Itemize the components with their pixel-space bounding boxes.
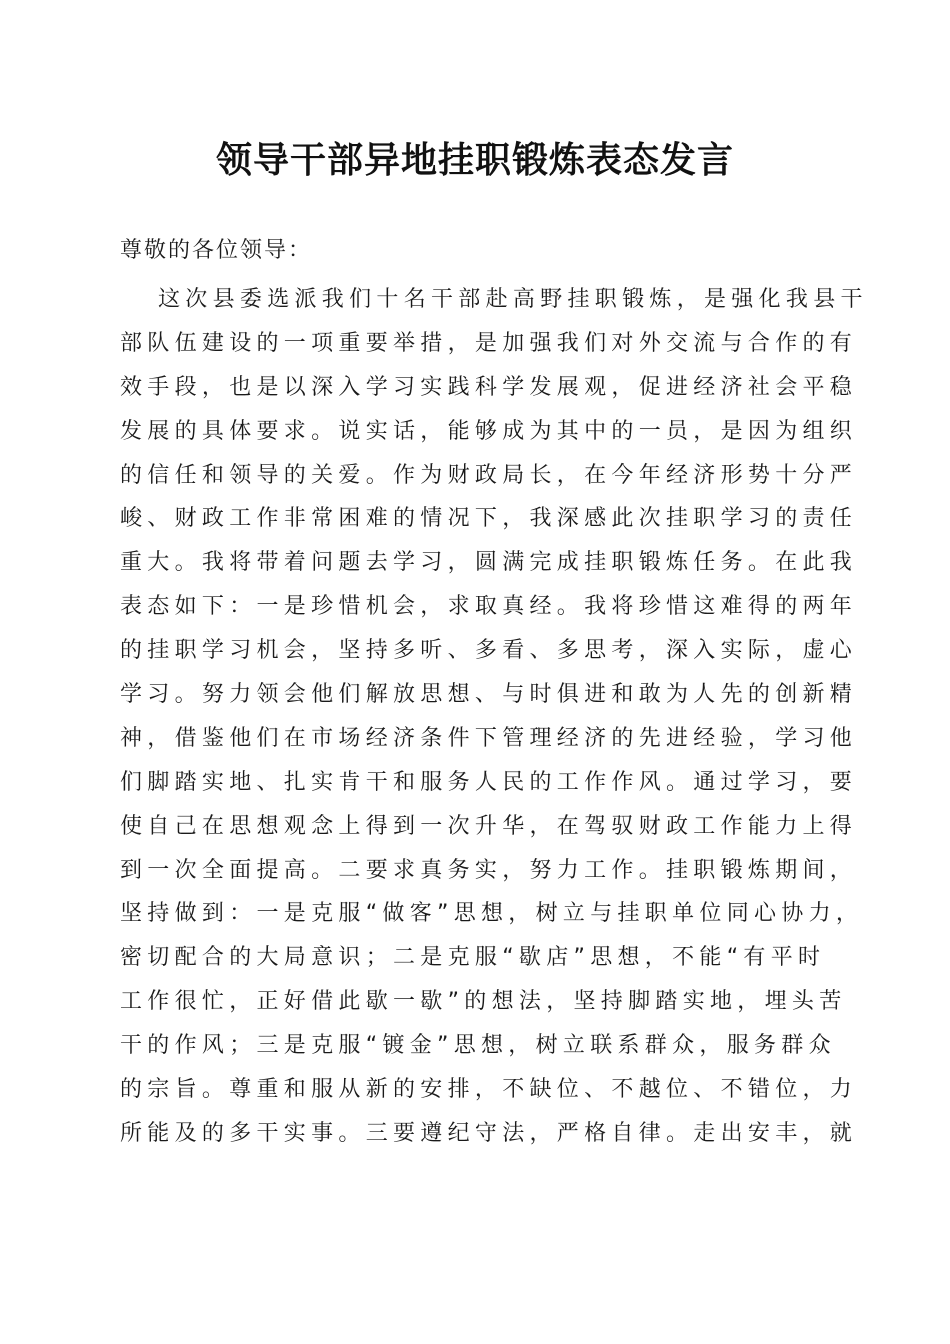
body-line: 干的作风；三是克服“镀金”思想，树立联系群众，服务群众 bbox=[120, 1033, 836, 1059]
body-paragraph bbox=[120, 278, 868, 1156]
body-line: 密切配合的大局意识；二是克服“歇店”思想，不能“有平时 bbox=[120, 945, 826, 971]
body-line: 神，借鉴他们在市场经济条件下管理经济的先进经验，学习他 bbox=[120, 725, 858, 751]
body-line: 使自己在思想观念上得到一次升华，在驾驭财政工作能力上得 bbox=[120, 813, 858, 839]
document-title: 领导干部异地挂职锻炼表态发言 bbox=[215, 139, 734, 181]
body-line: 的宗旨。尊重和服从新的安排，不缺位、不越位、不错位，力 bbox=[120, 1077, 858, 1103]
body-line: 们脚踏实地、扎实肯干和服务人民的工作作风。通过学习，要 bbox=[120, 769, 858, 795]
body-line: 的信任和领导的关爱。作为财政局长，在今年经济形势十分严 bbox=[120, 462, 858, 488]
body-line: 到一次全面提高。二要求真务实，努力工作。挂职锻炼期间， bbox=[120, 857, 858, 883]
body-line: 这次县委选派我们十名干部赴高野挂职锻炼，是强化我县干 bbox=[158, 287, 868, 312]
body-line: 效手段，也是以深入学习实践科学发展观，促进经济社会平稳 bbox=[120, 374, 858, 400]
body-line: 的挂职学习机会，坚持多听、多看、多思考，深入实际，虚心 bbox=[120, 638, 858, 664]
body-line: 所能及的多干实事。三要遵纪守法，严格自律。走出安丰，就 bbox=[120, 1120, 858, 1146]
salutation: 尊敬的各位领导： bbox=[120, 238, 313, 263]
body-line: 坚持做到：一是克服“做客”思想，树立与挂职单位同心协力， bbox=[120, 901, 864, 927]
body-line: 重大。我将带着问题去学习，圆满完成挂职锻炼任务。在此我 bbox=[120, 550, 858, 576]
body-line: 发展的具体要求。说实话，能够成为其中的一员，是因为组织 bbox=[120, 418, 858, 444]
body-line: 峻、财政工作非常困难的情况下，我深感此次挂职学习的责任 bbox=[120, 506, 858, 532]
body-line: 部队伍建设的一项重要举措，是加强我们对外交流与合作的有 bbox=[120, 330, 858, 356]
body-line: 工作很忙，正好借此歇一歇”的想法，坚持脚踏实地，埋头苦 bbox=[120, 989, 847, 1015]
body-line: 学习。努力领会他们解放思想、与时俱进和敢为人先的创新精 bbox=[120, 682, 858, 708]
body-line: 表态如下：一是珍惜机会，求取真经。我将珍惜这难得的两年 bbox=[120, 594, 858, 620]
